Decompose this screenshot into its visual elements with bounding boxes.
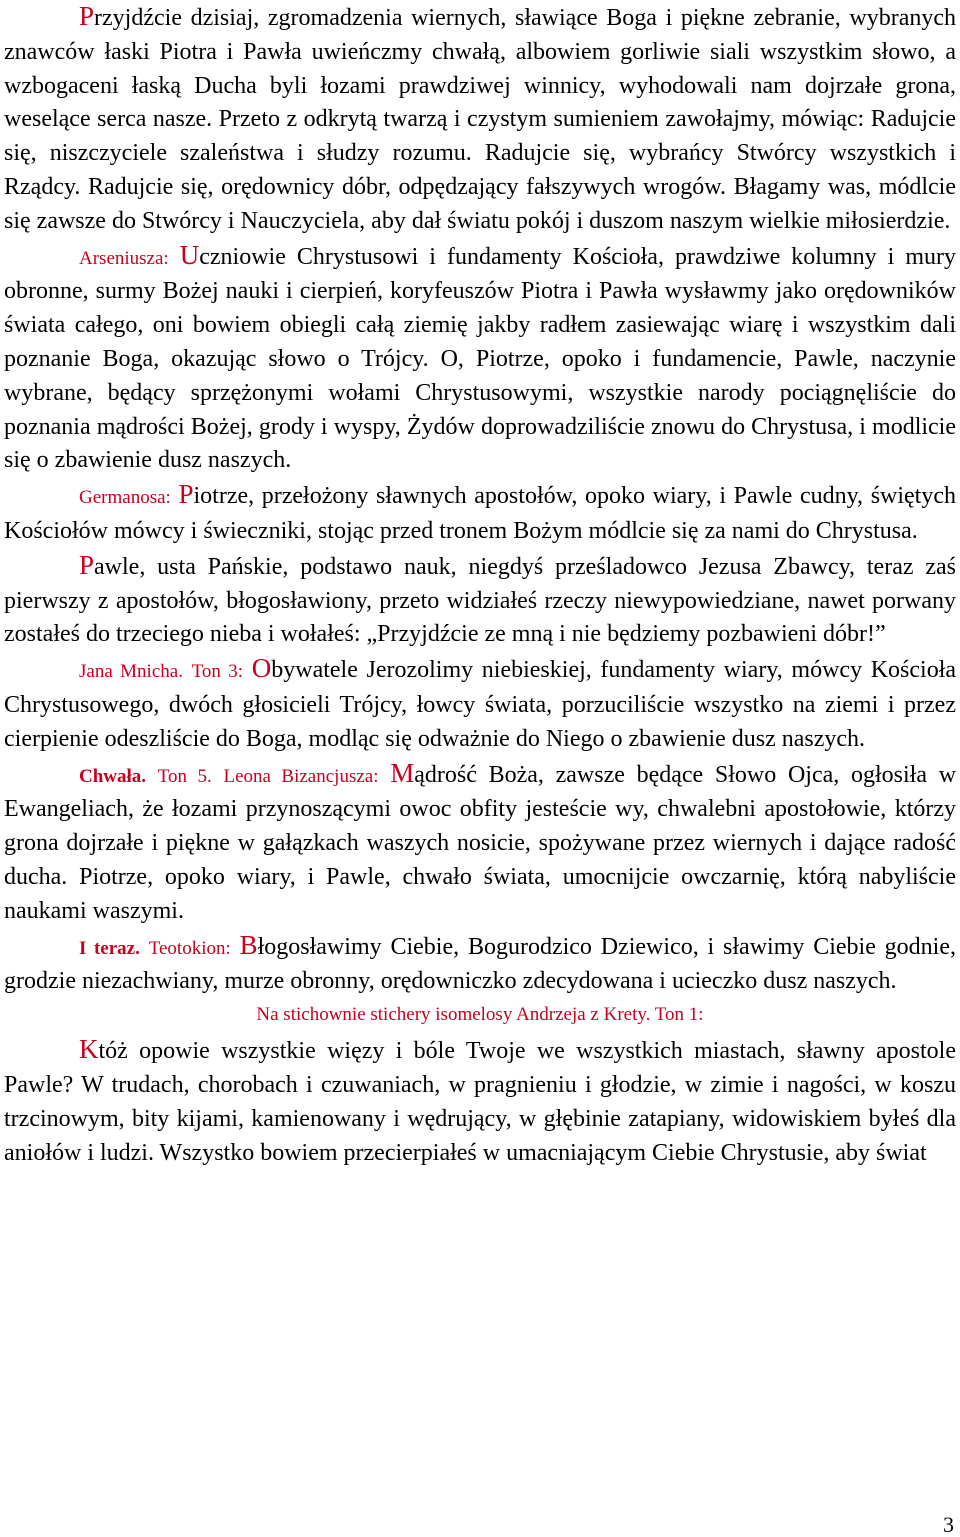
drop-initial: B: [239, 929, 258, 960]
paragraph-text: bywatele Jerozolimy niebieskiej, fundamenty wiary, mówcy Kościoła Chrystusowego, dwóch głosicieli Trójcy, łowcy świata, porzuciliście wszystko na ziemi i przez cierpienie odeszliście do Boga, modląc się odważnie do Niego o zbawienie dusz naszych.: [4, 657, 957, 752]
paragraph-text: awle, usta Pańskie, podstawo nauk, niegdyś prześladowco Jezusa Zbawcy, teraz zaś pierwszy z apostołów, błogosławiony, przeto widziałeś rzeczy niewypowiedziane, nawet porwany zostałeś do trzeciego nieba i wołałeś: „Przyjdźcie ze mną i nie będziemy pozbawieni dóbr!”: [4, 553, 956, 648]
tone-label: Ton 5.: [157, 765, 212, 787]
page-number: 3: [943, 1512, 954, 1537]
drop-initial: P: [79, 549, 95, 580]
drop-initial: P: [178, 479, 194, 510]
paragraph-text: rzyjdźcie dzisiaj, zgromadzenia wiernych, sławiące Boga i piękne zebranie, wybranych znawców łaski Piotra i Pawła uwieńczmy chwałą, albowiem gorliwie siali wszystkim słowo, a wzbogaceni łaską Ducha byli łozami prawdziwej winnicy, wyhodowali nam dojrzałe grona, weselące serca nasze. Przeto z odkrytą twarzą i czystym sumieniem zawołajmy, mówiąc: Radujcie się, niszczyciele szaleństwa i słudzy rozumu. Radujcie się, wybrańcy Stwórcy wszystkich i Rządcy. Radujcie się, orędownicy dóbr, odpędzający fałszywych wrogów. Błagamy was, módlcie się zawsze do Stwórcy i Nauczyciela, aby dał światu pokój i duszom naszym wielkie miłosierdzie.: [4, 5, 956, 234]
paragraph-stichera-1: [4, 0, 956, 239]
rubric-label: Leona Bizancjusza:: [223, 765, 379, 787]
paragraph-ktoz-opowie: [4, 1033, 956, 1170]
paragraph-i-teraz: [4, 929, 956, 1000]
rubric-label-bold: Chwała.: [79, 765, 147, 787]
rubric-label: Germanosa:: [79, 487, 171, 509]
paragraph-text: łogosławimy Ciebie, Bogurodzico Dziewico, i sławimy Ciebie godnie, grodzie niezachwiany, murze obronny, orędowniczko zdecydowana i ucieczko dusz naszych.: [4, 933, 957, 995]
paragraph-text: ądrość Boża, zawsze będące Słowo Ojca, ogłosiła w Ewangeliach, że łozami przynoszącymi owoc obfity jesteście wy, chwalebni apostołowie, którzy grona dojrzałe i piękne w gałązkach waszych nosicie, spożywane przez wiernych i dające radość ducha. Piotrze, opoko wiary, i Pawle, chwało świata, umocnijcie owczarnię, którą nabyliście naukami waszymi.: [4, 761, 957, 924]
section-subheading: Na stichownie stichery isomelosy Andrzeja z Krety. Ton 1:: [256, 1004, 704, 1026]
paragraph-pawle: [4, 549, 956, 652]
drop-initial: M: [390, 757, 415, 788]
paragraph-text: tóż opowie wszystkie więzy i bóle Twoje we wszystkich miastach, sławny apostole Pawle? W trudach, chorobach i czuwaniach, w pragnieniu i głodzie, w zimie i nagości, w koszu trzcinowym, bity kijami, kamienowany i wędrujący, w głębinie zatapiany, widowiskiem byłeś dla aniołów i ludzi. Wszystko bowiem przecierpiałeś w umacniającym Ciebie Chrystusie, aby świat: [4, 1038, 956, 1166]
paragraph-germanosa: [4, 478, 956, 549]
tone-label: Ton 3:: [191, 661, 244, 683]
rubric-label: Jana Mnicha.: [79, 661, 183, 683]
paragraph-jana-mnicha: [4, 652, 956, 756]
paragraph-arseniusza: [4, 239, 956, 479]
rubric-label-bold: I teraz.: [79, 937, 140, 959]
drop-initial: P: [79, 1, 95, 31]
drop-initial: K: [79, 1034, 99, 1065]
rubric-label: Arseniusza:: [79, 247, 169, 269]
paragraph-chwala: [4, 757, 956, 929]
drop-initial: U: [179, 239, 200, 270]
drop-initial: O: [251, 653, 272, 684]
rubric-label: Teotokion:: [148, 937, 231, 959]
document-body: [4, 0, 956, 1170]
paragraph-text: iotrze, przełożony sławnych apostołów, opoko wiary, i Pawle cudny, świętych Kościołów mówcy i świeczniki, stojąc przed tronem Bożym módlcie się za nami do Chrystusa.: [4, 483, 957, 544]
paragraph-text: czniowie Chrystusowi i fundamenty Kościoła, prawdziwe kolumny i mury obronne, surmy Bożej nauki i cierpień, koryfeuszów Piotra i Pawła wysławmy jako orędowników świata całego, oni bowiem obiegli całą ziemię jakby radłem zasiewając wiarę i wszystkim dali poznanie Boga, okazując słowo o Trójcy. O, Piotrze, opoko i fundamencie, Pawle, naczynie wybrane, będący sprzężonymi wołami Chrystusowymi, wszystkie narody pociągnęliście do poznania mądrości Bożej, grody i wyspy, Żydów doprowadziliście znowu do Chrystusa, i modlicie się o zbawienie dusz naszych.: [4, 243, 957, 474]
